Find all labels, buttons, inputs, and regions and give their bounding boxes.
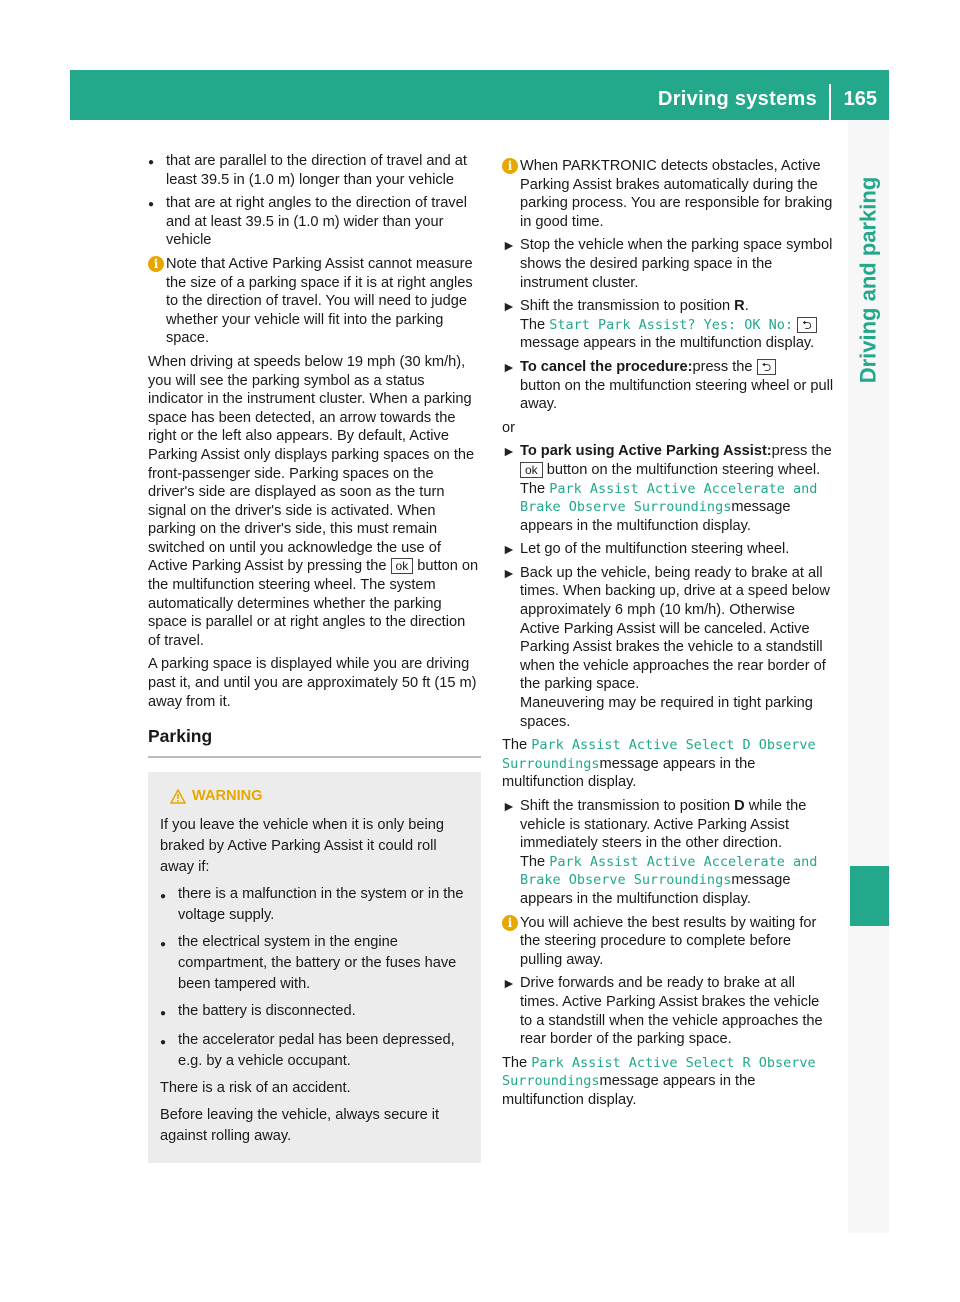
side-tab-label: Driving and parking (855, 176, 881, 384)
step-arrow-icon: ► (502, 443, 516, 460)
step-arrow-icon: ► (502, 798, 516, 814)
step: ► To cancel the procedure:press the ⮌ button on the multifunction steering wheel or pull away. (502, 358, 834, 413)
warning-secure: Before leaving the vehicle, always secure it against rolling away. (160, 1106, 440, 1144)
step: ► Back up the vehicle, being ready to brake at all times. When backing up, drive at a speed below approximately 6 mph (10 km/h). Otherwise Active Parking Assist will be canceled. Active Parking Assist brakes the vehicle to a standstill when the vehicle approaches the rear border of the parking space. Maneuvering may be required in tight parking spaces. (502, 564, 830, 730)
step-arrow-icon: ► (502, 358, 516, 375)
step: ► Shift the transmission to position R. The Start Park Assist? Yes: OK No: ⮌ message appears in the multifunction display. (502, 297, 834, 353)
page-header (70, 70, 889, 120)
list-item: ● that are parallel to the direction of travel and at least 39.5 in (1.0 m) longer than your vehicle (148, 153, 467, 188)
warning-risk: There is a risk of an accident. (160, 1079, 351, 1096)
step: ► Let go of the multifunction steering wheel. (502, 541, 790, 558)
step-arrow-icon: ► (502, 975, 516, 992)
info-note: i Note that Active Parking Assist cannot measure the size of a parking space if it is at right angles to the direction of travel. You will need to judge whether your vehicle will fit into the parking space. (148, 255, 481, 348)
section-heading: Parking (148, 727, 481, 758)
list-item: ● the electrical system in the engine compartment, the battery or the fuses have been tampered with. (160, 932, 466, 995)
right-column (502, 157, 834, 1115)
warning-triangle-icon (170, 789, 186, 804)
step-arrow-icon: ► (502, 564, 516, 581)
bullet-icon: ● (148, 199, 155, 211)
bullet-icon: ● (160, 1007, 167, 1019)
step-arrow-icon: ► (502, 237, 516, 254)
bullet-icon: ● (160, 890, 167, 902)
list-item: ● the battery is disconnected. (160, 1001, 466, 1024)
ok-key-icon: ok (391, 558, 414, 574)
step-arrow-icon: ► (502, 541, 516, 558)
back-arrow-icon: ⮌ (757, 359, 777, 375)
list-item: ● that are at right angles to the direction of travel and at least 39.5 in (1.0 m) wider than your vehicle (148, 195, 467, 249)
info-icon: i (148, 256, 164, 272)
warning-header (160, 786, 466, 807)
list-item: ● there is a malfunction in the system or in the voltage supply. (160, 884, 466, 926)
paragraph: or (502, 419, 515, 436)
header-title: Driving systems (657, 88, 817, 110)
header-separator (829, 84, 831, 120)
back-arrow-icon: ⮌ (797, 317, 817, 333)
left-column (148, 152, 481, 1163)
bullet-icon: ● (160, 1036, 167, 1048)
page-number: 165 (843, 88, 877, 110)
warning-title: WARNING (192, 787, 263, 804)
info-icon: i (502, 915, 518, 931)
step-arrow-icon: ► (502, 298, 516, 315)
info-note: i When PARKTRONIC detects obstacles, Active Parking Assist brakes automatically during the parking process. You are responsible for braking in good time. (502, 157, 834, 231)
bullet-icon: ● (160, 938, 167, 950)
info-icon: i (502, 158, 518, 174)
step: ► Shift the transmission to position D while the vehicle is stationary. Active Parking Assist immediately steers in the other direction. The Park Assist Active Accelerate and Brake Observe Surroundingsmessage appears in the multifunction display. (502, 798, 818, 907)
warning-box (148, 772, 481, 1163)
list-item: ● the accelerator pedal has been depressed, e.g. by a vehicle occupant. (160, 1030, 466, 1072)
warning-intro: If you leave the vehicle when it is only being braked by Active Parking Assist it could roll away if: (160, 816, 444, 875)
step: ► To park using Active Parking Assist:press the ok button on the multifunction steering wheel. The Park Assist Active Accelerate and Brake Observe Surroundingsmessage appears in the multifunction display. (502, 443, 832, 534)
side-tab (848, 120, 889, 440)
step: ► Stop the vehicle when the parking space symbol shows the desired parking space in the instrument cluster. (502, 237, 833, 291)
paragraph: The Park Assist Active Select R Observe Surroundingsmessage appears in the multifunction display. (502, 1054, 816, 1108)
step: ► Drive forwards and be ready to brake at all times. Active Parking Assist brakes the vehicle to a standstill when the vehicle approaches the rear border of the parking space. (502, 975, 823, 1048)
side-marker (850, 866, 889, 926)
bullet-icon: ● (148, 157, 155, 168)
paragraph: A parking space is displayed while you are driving past it, and until you are approximately 50 ft (15 m) away from it. (148, 656, 477, 710)
ok-key-icon: ok (520, 462, 543, 478)
paragraph: The Park Assist Active Select D Observe Surroundingsmessage appears in the multifunction display. (502, 737, 816, 791)
info-note: i You will achieve the best results by waiting for the steering procedure to complete before pulling away. (502, 914, 834, 970)
paragraph: When driving at speeds below 19 mph (30 km/h), you will see the parking symbol as a status indicator in the instrument cluster. When a parking space has been detected, an arrow towards the right or the left also appears. By default, Active Parking Assist only displays parking spaces on the front-passenger side. Parking spaces on the driver's side are displayed as soon as the turn signal on the driver's side is activated. When parking on the driver's side, this must remain switched on until you acknowledge the use of Active Parking Assist by pressing the ok button on the multifunction steering wheel. The system automatically determines whether the parking space is parallel or at right angles to the direction of travel. (148, 353, 479, 649)
